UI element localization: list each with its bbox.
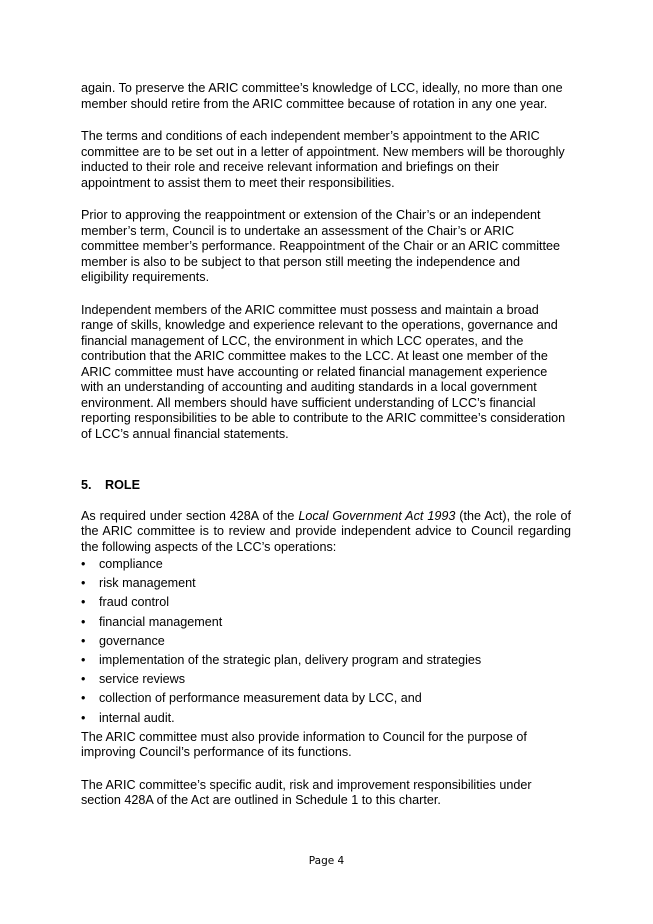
section-heading <box>81 478 571 494</box>
list-item: • internal audit. <box>81 710 175 725</box>
bullet: • <box>81 557 86 571</box>
bullet: • <box>81 614 86 629</box>
bullet: • <box>81 652 86 667</box>
paragraph-member-skills: Independent members of the ARIC committee must possess and maintain a broad range of skills, knowledge and experience relevant to the operations, governance and financial management of LCC, the environment in which LCC operates, and the contribution that the ARIC committee makes to the LCC. At least one member of the ARIC committee must have accounting or related financial management experience with an understanding of accounting and auditing standards in a local government environment. All members should have sufficient understanding of LCC’s financial reporting responsibilities to be able to contribute to the ARIC committee’s consideration of LCC’s annual financial statements. <box>81 302 566 441</box>
list-item: • compliance <box>81 557 163 571</box>
bullet: • <box>81 672 86 687</box>
act-title: Local Government Act 1993 <box>298 508 456 523</box>
role-intro-before: As required under section 428A of the <box>81 508 299 523</box>
bullet: • <box>81 633 86 648</box>
paragraph-rotation: again. To preserve the ARIC committee’s knowledge of LCC, ideally, no more than one member should retire from the ARIC committee because of rotation in any one year. <box>81 81 563 111</box>
paragraph-schedule-reference: The ARIC committee’s specific audit, risk and improvement responsibilities under section 428A of the Act are outlined in Schedule 1 to this charter. <box>81 777 532 808</box>
document-page <box>81 81 571 809</box>
bullet: • <box>81 691 86 706</box>
list-item: • collection of performance measurement data by LCC, and <box>81 691 422 706</box>
role-list <box>81 557 571 730</box>
role-intro-after: (the Act), the role of the ARIC committee is to review and provide independent advice to Council regarding the following aspects of the LCC’s operations: <box>81 508 571 554</box>
paragraph-reappointment: Prior to approving the reappointment or extension of the Chair’s or an independent member’s term, Council is to undertake an assessment of the Chair’s or ARIC committee member’s performance. Reappointment of the Chair or an ARIC committee member is also to be subject to that person still meeting the independence and eligibility requirements. <box>81 208 560 284</box>
bullet: • <box>81 710 86 725</box>
page-number: Page 4 <box>308 855 345 867</box>
paragraph-council-information: The ARIC committee must also provide information to Council for the purpose of improving Council’s performance of its functions. <box>81 729 527 760</box>
list-item: • governance <box>81 633 165 648</box>
list-item: • implementation of the strategic plan, delivery program and strategies <box>81 652 482 667</box>
list-item: • risk management <box>81 576 196 591</box>
list-item: • service reviews <box>81 672 186 687</box>
section-title: ROLE <box>105 478 140 492</box>
paragraph-appointment-terms: The terms and conditions of each independent member’s appointment to the ARIC committee are to be set out in a letter of appointment. New members will be thoroughly inducted to their role and receive relevant information and briefings on their appointment to assist them to meet their responsibilities. <box>81 129 565 190</box>
role-intro <box>81 509 571 556</box>
section-number: 5. <box>81 478 92 492</box>
bullet: • <box>81 576 86 591</box>
list-item: • fraud control <box>81 595 170 610</box>
list-item: • financial management <box>81 614 223 629</box>
bullet: • <box>81 595 86 610</box>
